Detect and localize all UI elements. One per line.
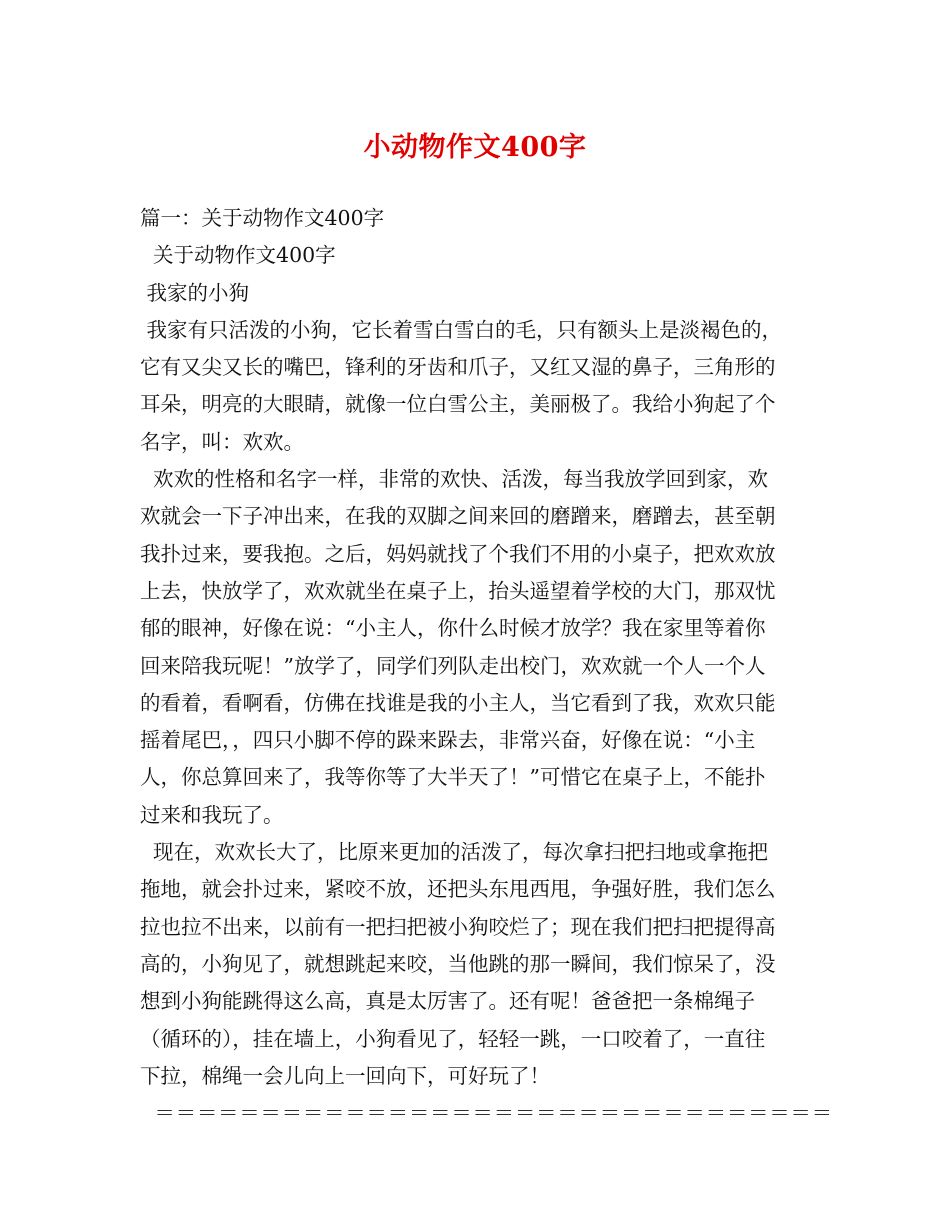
paragraph-line: 它有又尖又长的嘴巴，锋利的牙齿和爪子，又红又湿的鼻子，三角形的 [140,355,776,380]
paragraph-line: 回来陪我玩呢！”放学了，同学们列队走出校门，欢欢就一个人一个人 [140,653,766,678]
paragraph-line: 名字，叫：欢欢。 [140,429,304,454]
section-heading: 篇一：关于动物作文400字 [140,206,385,230]
paragraph-line: 上去，快放学了，欢欢就坐在桌子上，抬头遥望着学校的大门，那双忧 [140,578,776,603]
paragraph-3 [140,834,820,1095]
paragraph-line: 摇着尾巴，，四只小脚不停的跺来跺去，非常兴奋，好像在说：“小主 [140,728,756,753]
paragraph-line: 欢就会一下子冲出来，在我的双脚之间来回的磨蹭来，磨蹭去，甚至朝 [140,504,776,529]
paragraph-line: 的看着，看啊看，仿佛在找谁是我的小主人，当它看到了我，欢欢只能 [140,690,776,715]
paragraph-line: 人，你总算回来了，我等你等了大半天了！”可惜它在桌子上，不能扑 [140,765,766,790]
paragraph-line: 拖地，就会扑过来，紧咬不放，还把头东甩西甩，争强好胜，我们怎么 [140,877,776,902]
paragraph-line: 拉也拉不出来，以前有一把扫把被小狗咬烂了；现在我们把扫把提得高 [140,914,776,939]
paragraph-line: 高的，小狗见了，就想跳起来咬，当他跳的那一瞬间，我们惊呆了，没 [140,951,776,976]
paragraph-line: 过来和我玩了。 [140,802,284,827]
paragraph-line: 想到小狗能跳得这么高，真是太厉害了。还有呢！爸爸把一条棉绳子 [140,989,755,1014]
paragraph-line: 下拉，棉绳一会儿向上一回向下，可好玩了！ [140,1063,550,1088]
paragraph-1 [140,312,820,461]
essay-subtitle: 关于动物作文400字 [140,243,336,268]
paragraph-line: 现在，欢欢长大了，比原来更加的活泼了，每次拿扫把扫地或拿拖把 [140,840,769,865]
paragraph-line: 欢欢的性格和名字一样，非常的欢快、活泼，每当我放学回到家，欢 [140,467,769,492]
paragraph-line: 我家有只活泼的小狗，它长着雪白雪白的毛，只有额头上是淡褐色的， [140,317,783,342]
essay-title: 我家的小狗 [140,280,250,305]
paragraph-2 [140,461,820,834]
separator-line: ＝＝＝＝＝＝＝＝＝＝＝＝＝＝＝＝＝＝＝＝＝＝＝＝＝＝＝＝＝＝＝＝ [140,1101,833,1126]
document-title: 小动物作文400字 [363,132,587,163]
paragraph-line: （循环的），挂在墙上，小狗看见了，轻轻一跳，一口咬着了，一直往 [140,1026,766,1051]
paragraph-line: 郁的眼神，好像在说：“小主人，你什么时候才放学？我在家里等着你 [140,616,766,641]
paragraph-line: 我扑过来，要我抱。之后，妈妈就找了个我们不用的小桌子，把欢欢放 [140,541,776,566]
paragraph-line: 耳朵，明亮的大眼睛，就像一位白雪公主，美丽极了。我给小狗起了个 [140,392,776,417]
document-body [140,200,833,1132]
